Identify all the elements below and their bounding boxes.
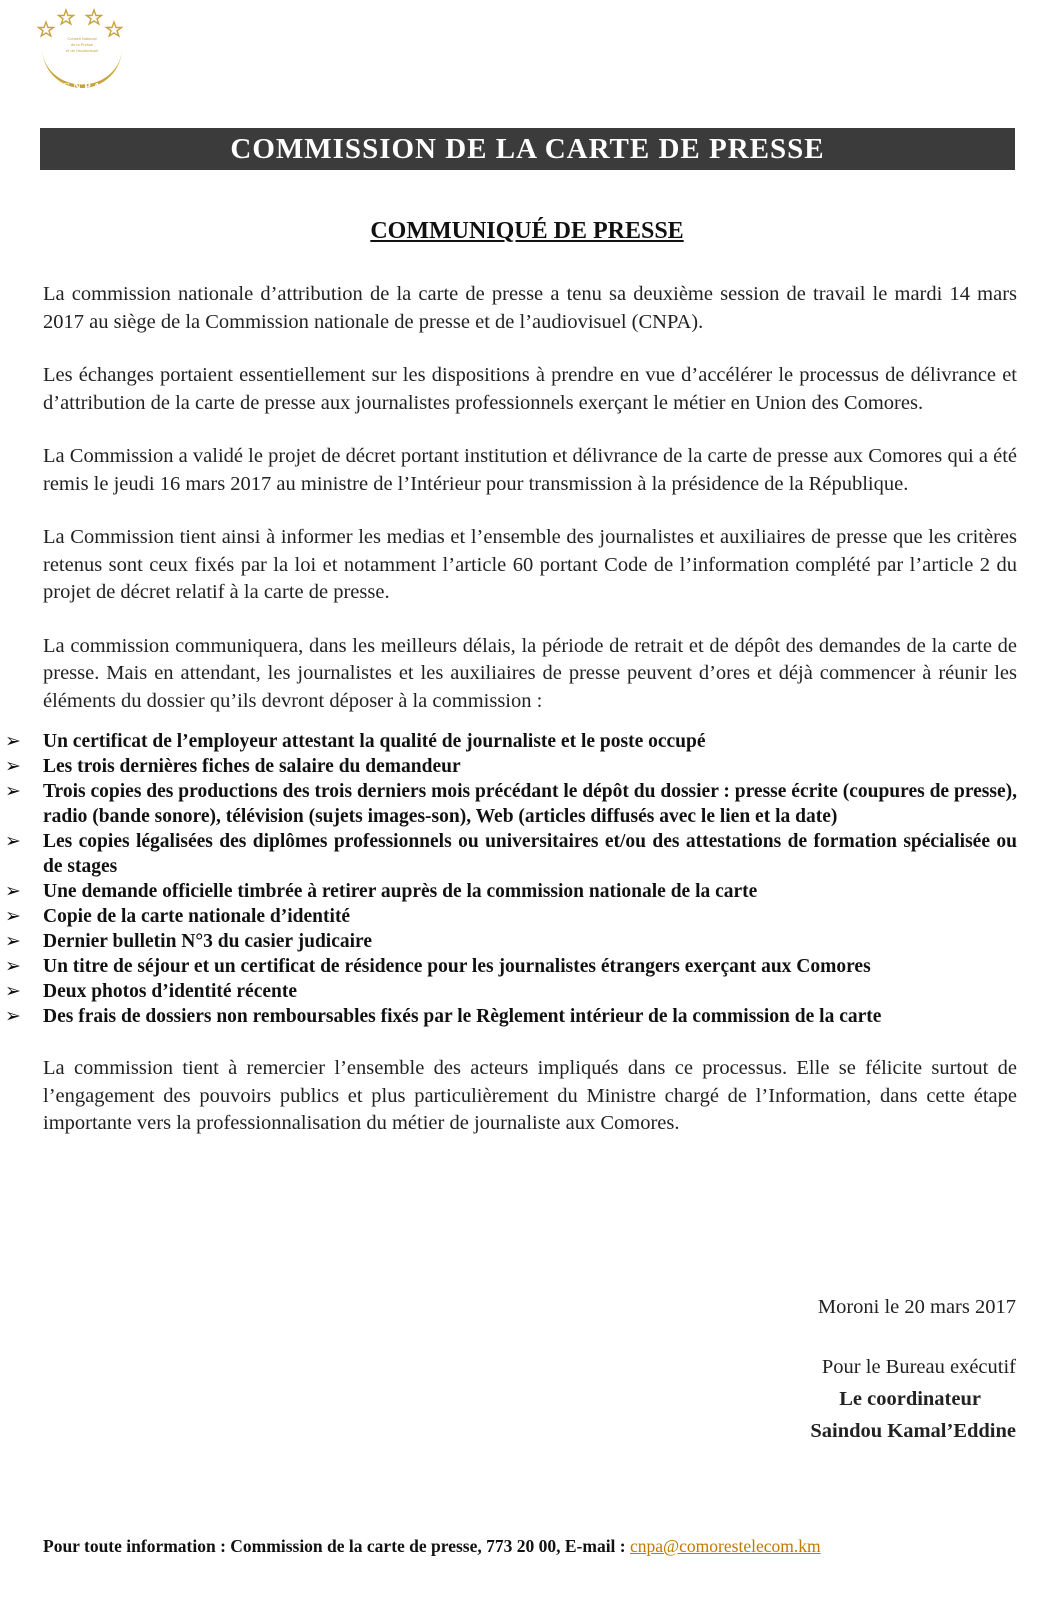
footer-text: Pour toute information : Commission de la carte de presse, 773 20 00, E-mail : — [43, 1536, 631, 1556]
list-item: ➢ Trois copies des productions des trois derniers mois précédant le dépôt du dossier : presse écrite (coupures de presse), radio (bande sonore), télévision (sujets images-son), Web (articles diffusés avec le lien et la date) — [5, 781, 1017, 827]
svg-text:et de l'Audiovisuel: et de l'Audiovisuel — [65, 48, 99, 53]
svg-text:Conseil National: Conseil National — [67, 36, 97, 41]
arrow-bullet-icon: ➢ — [5, 931, 21, 952]
cnpa-crescent-logo-icon — [36, 6, 128, 102]
list-item: ➢ Dernier bulletin N°3 du casier judicaire — [5, 931, 372, 952]
list-item: ➢ Copie de la carte nationale d’identité — [5, 906, 351, 927]
requirements-list — [5, 729, 1017, 1029]
footer-contact — [43, 1536, 821, 1557]
signature-date: Moroni le 20 mars 2017 — [817, 1296, 1016, 1318]
paragraph-session: La commission nationale d’attribution de la carte de presse a tenu sa deuxième session de travail le mardi 14 mars 2017 au siège de la Commission nationale de presse et de l’audiovisuel (CNPA). — [43, 283, 1017, 333]
list-item: ➢ Un titre de séjour et un certificat de résidence pour les journalistes étrangers exerçant aux Comores — [5, 956, 871, 977]
arrow-bullet-icon: ➢ — [5, 731, 21, 752]
list-item: ➢ Un certificat de l’employeur attestant la qualité de journaliste et le poste occupé — [5, 731, 706, 752]
list-item: ➢ Les copies légalisées des diplômes professionnels ou universitaires et/ou des attestations de formation spécialisée ou de stages — [5, 831, 1017, 877]
list-item: ➢ Les trois dernières fiches de salaire du demandeur — [5, 756, 461, 777]
cnpa-logo — [36, 6, 128, 102]
arrow-bullet-icon: ➢ — [5, 756, 21, 777]
arrow-bullet-icon: ➢ — [5, 831, 21, 852]
arrow-bullet-icon: ➢ — [5, 906, 21, 927]
arrow-bullet-icon: ➢ — [5, 881, 21, 902]
paragraph-decree: La Commission a validé le projet de décret portant institution et délivrance de la carte de presse aux Comores qui a été remis le jeudi 16 mars 2017 au ministre de l’Intérieur pour transmission à la présidence de la République. — [43, 445, 1017, 495]
arrow-bullet-icon: ➢ — [5, 981, 21, 1002]
list-item: ➢ Deux photos d’identité récente — [5, 981, 298, 1002]
signature-name: Saindou Kamal’Eddine — [810, 1420, 1016, 1442]
arrow-bullet-icon: ➢ — [5, 956, 21, 977]
arrow-bullet-icon: ➢ — [5, 781, 21, 802]
svg-text:de la Presse: de la Presse — [70, 42, 94, 47]
document-subtitle: COMMUNIQUÉ DE PRESSE — [370, 218, 684, 244]
list-item: ➢ Une demande officielle timbrée à retirer auprès de la commission nationale de la carte — [5, 881, 758, 902]
footer-email-link[interactable]: cnpa@comorestelecom.km — [630, 1536, 821, 1556]
signature-bureau: Pour le Bureau exécutif — [821, 1356, 1016, 1378]
header-title-bar: COMMISSION DE LA CARTE DE PRESSE — [40, 128, 1015, 170]
paragraph-exchanges: Les échanges portaient essentiellement sur les dispositions à prendre en vue d’accélérer le processus de délivrance et d’attribution de la carte de presse aux journalistes professionnels exerçant le métier en Union des Comores. — [43, 364, 1017, 414]
signature-role: Le coordinateur — [839, 1388, 981, 1410]
paragraph-dossier: La commission communiquera, dans les meilleurs délais, la période de retrait et de dépôt des demandes de la carte de presse. Mais en attendant, les journalistes et les auxiliaires de presse peuvent d’ores et déjà commencer à réunir les éléments du dossier qu’ils devront déposer à la commission : — [43, 634, 1017, 712]
list-item: ➢ Des frais de dossiers non remboursables fixés par le Règlement intérieur de la commission de la carte — [5, 1006, 882, 1027]
svg-text:CNPA: CNPA — [62, 81, 104, 93]
paragraph-thanks: La commission tient à remercier l’ensemble des acteurs impliqués dans ce processus. Elle se félicite surtout de l’engagement des pouvoirs publics et plus particulièrement du Ministre chargé de l’Information, dans cette étape importante vers la professionnalisation du métier de journaliste aux Comores. — [43, 1057, 1017, 1134]
document-body — [5, 281, 1017, 1164]
arrow-bullet-icon: ➢ — [5, 1006, 21, 1027]
paragraph-criteria: La Commission tient ainsi à informer les medias et l’ensemble des journalistes et auxiliaires de presse que les critères retenus sont ceux fixés par la loi et notamment l’article 60 portant Code de l’information complété par l’article 2 du projet de décret relatif à la carte de presse. — [43, 526, 1017, 603]
